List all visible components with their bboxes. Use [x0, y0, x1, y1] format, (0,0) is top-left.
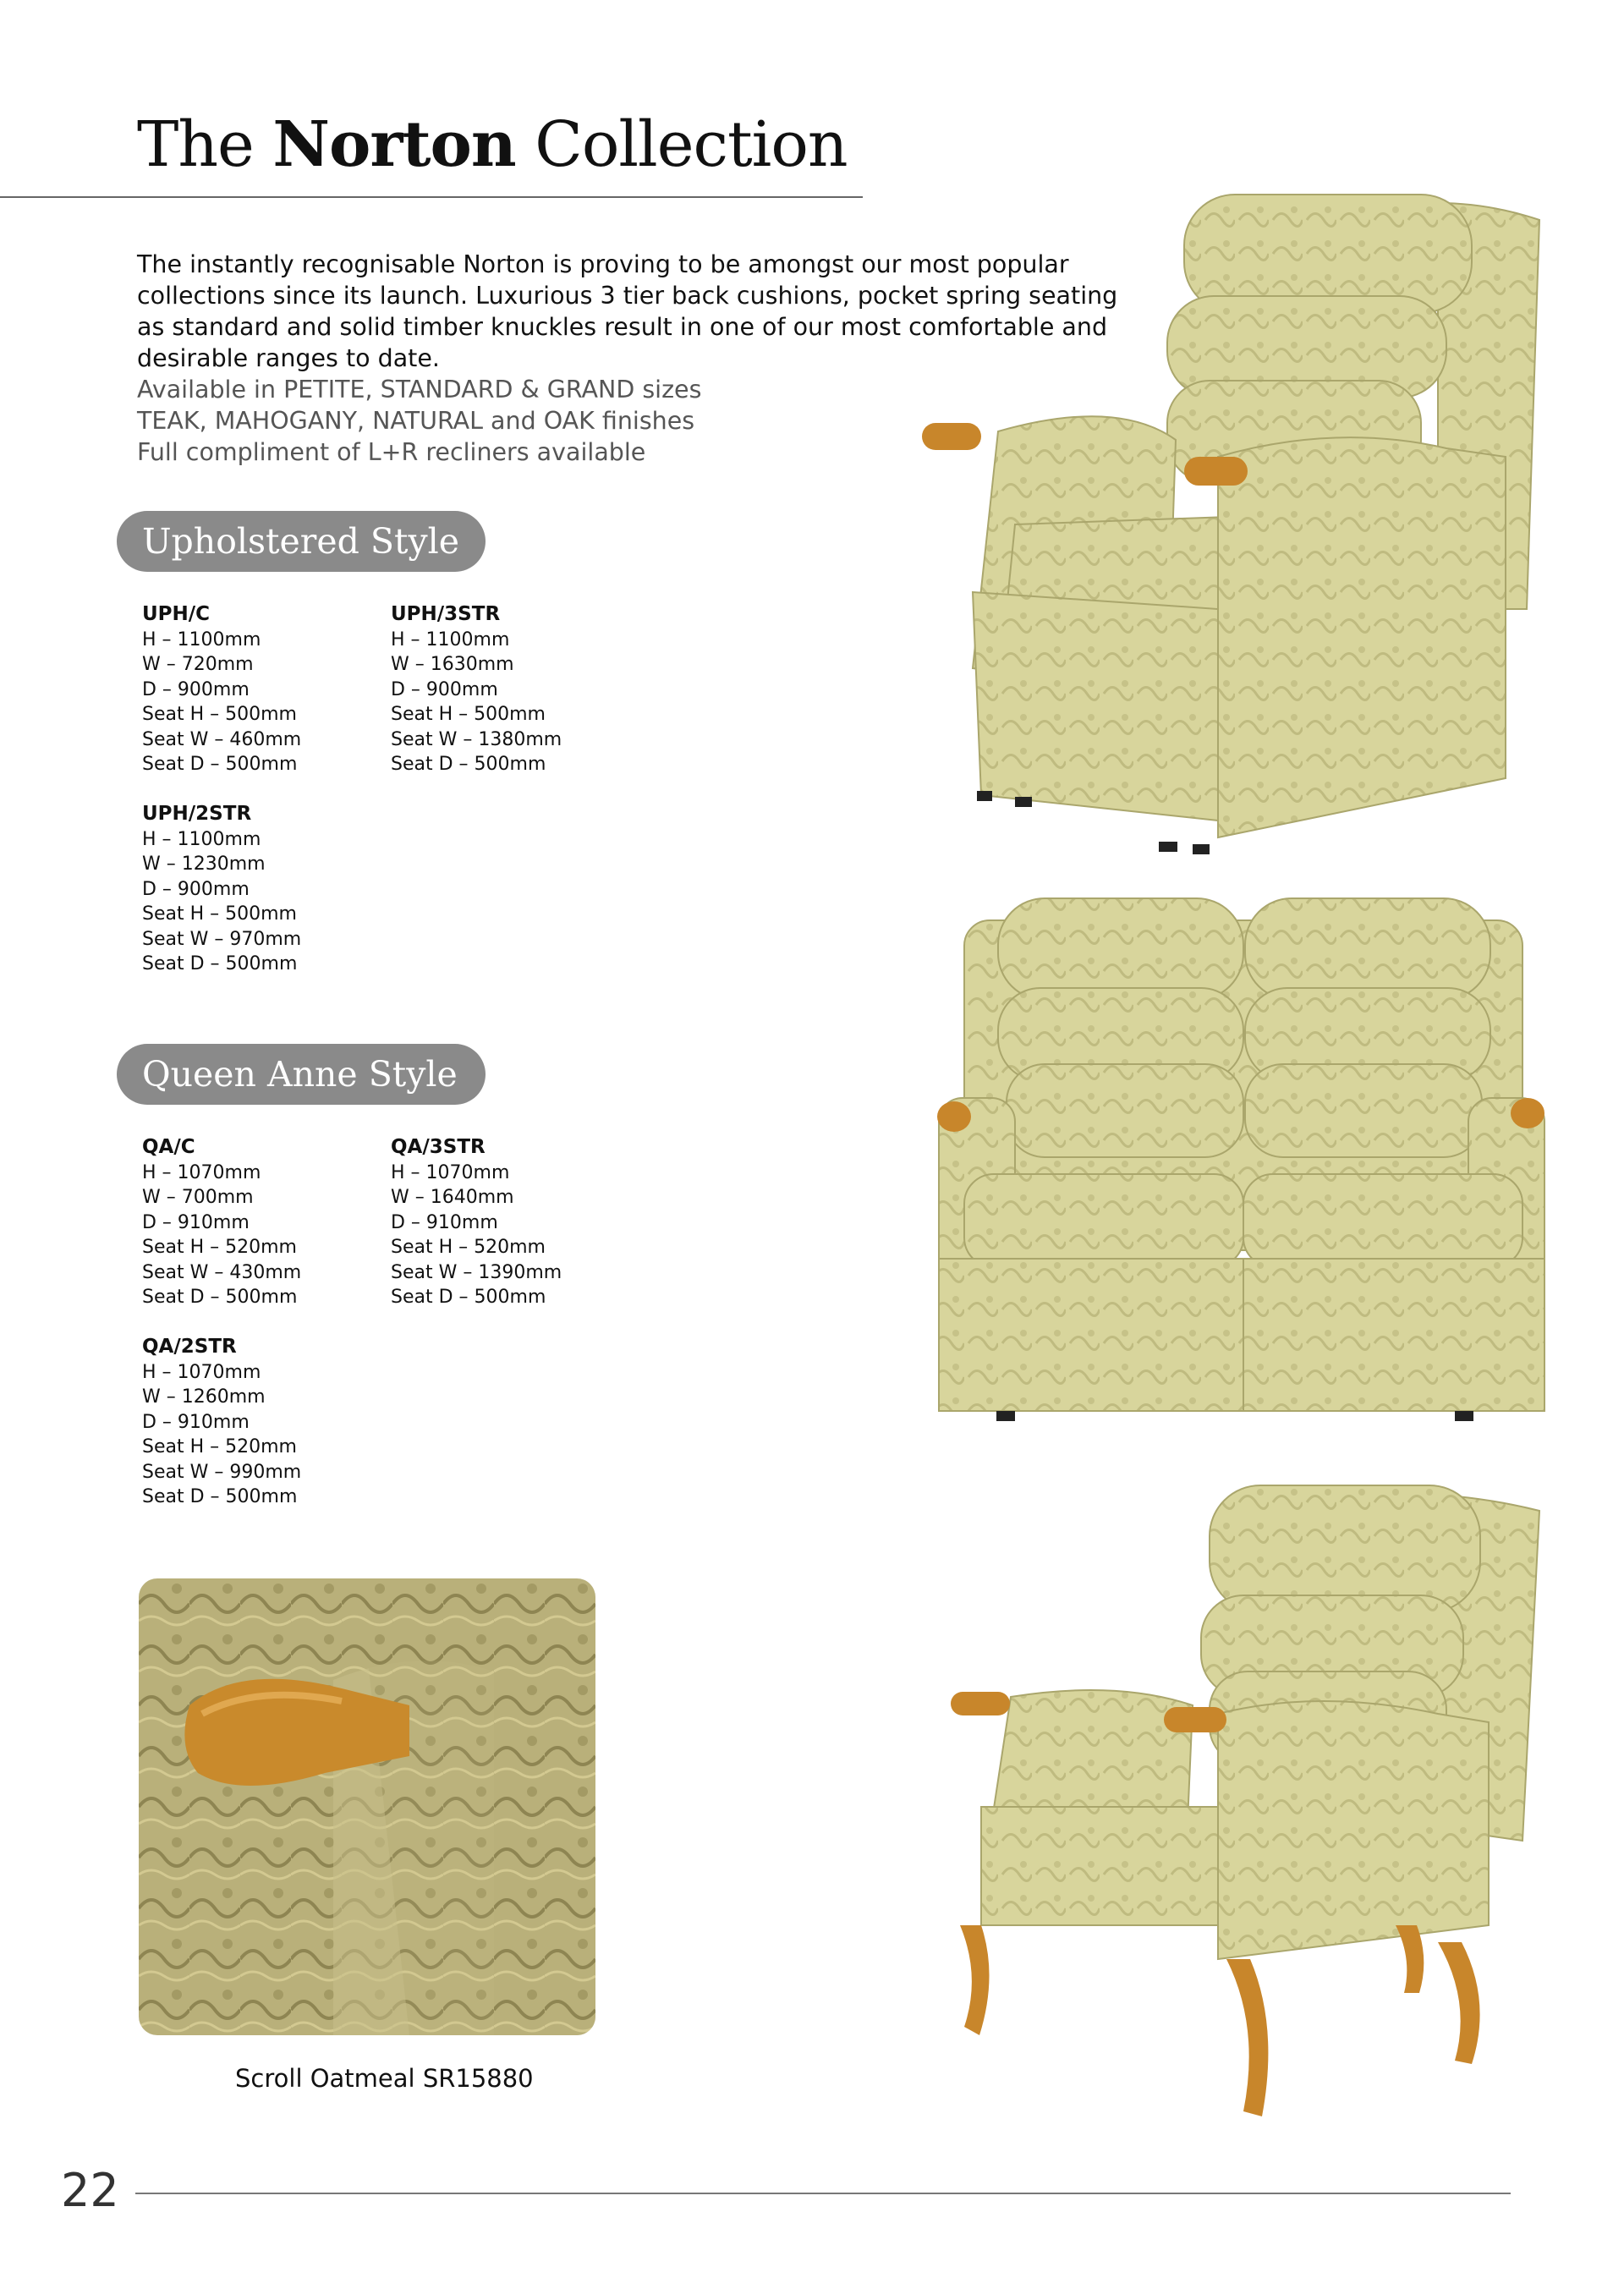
title-suffix: Collection [535, 108, 848, 181]
spec-line: Seat W – 430mm [142, 1261, 302, 1283]
spec-line: D – 910mm [142, 1411, 250, 1433]
spec-line: Seat D – 500mm [391, 1287, 546, 1308]
availability-line: TEAK, MAHOGANY, NATURAL and OAK finishes [137, 407, 695, 435]
queen-anne-chair-photo [930, 1452, 1556, 2145]
spec-line: H – 1100mm [142, 828, 261, 850]
model-code: QA/2STR [142, 1336, 237, 1358]
availability-line: Full compliment of L+R recliners available [137, 438, 646, 466]
page-title [137, 108, 848, 181]
availability-line: Available in PETITE, STANDARD & GRAND sizes [137, 376, 702, 403]
model-code: UPH/C [142, 603, 211, 625]
title-divider [0, 196, 863, 198]
spec-block-uph-3str [391, 602, 562, 777]
model-code: QA/3STR [391, 1136, 486, 1158]
spec-line: W – 1260mm [142, 1386, 266, 1408]
title-prefix: The [137, 108, 254, 181]
spec-line: Seat W – 990mm [142, 1461, 302, 1483]
spec-line: Seat W – 970mm [142, 928, 302, 950]
spec-line: Seat H – 520mm [391, 1237, 546, 1258]
spec-line: W – 700mm [142, 1187, 254, 1208]
upholstered-style-heading: Upholstered Style [117, 511, 486, 572]
upholstered-chair-photo [897, 169, 1556, 871]
spec-line: Seat H – 500mm [142, 903, 297, 925]
model-code: UPH/3STR [391, 603, 501, 625]
spec-line: D – 900mm [142, 878, 250, 900]
title-bold: Norton [272, 108, 516, 181]
model-code: UPH/2STR [142, 803, 252, 825]
spec-line: D – 910mm [391, 1211, 498, 1233]
spec-line: D – 900mm [391, 678, 498, 700]
spec-line: H – 1100mm [142, 629, 261, 650]
fabric-swatch [139, 1578, 595, 2035]
spec-line: W – 1230mm [142, 854, 266, 875]
spec-line: W – 1640mm [391, 1187, 514, 1208]
spec-line: D – 900mm [142, 678, 250, 700]
spec-line: Seat H – 520mm [142, 1237, 297, 1258]
queen-anne-style-heading: Queen Anne Style [117, 1044, 486, 1105]
spec-line: Seat W – 1380mm [391, 728, 562, 750]
spec-line: W – 1630mm [391, 654, 514, 675]
intro-paragraph: The instantly recognisable Norton is proving to be amongst our most popular collections since its launch. Luxurious 3 tier back cushions, pocket spring seating as standard and solid timber knuckles result in one of our most comfortable and desirable ranges to date. [137, 250, 1118, 372]
spec-line: H – 1100mm [391, 629, 510, 650]
fabric-caption: Scroll Oatmeal SR15880 [235, 2064, 534, 2093]
spec-block-qa-c [142, 1135, 301, 1310]
spec-line: Seat D – 500mm [142, 953, 298, 974]
model-code: QA/C [142, 1136, 195, 1158]
page-number: 22 [61, 2164, 119, 2217]
spec-block-qa-2str [142, 1335, 301, 1510]
footer-divider [135, 2193, 1511, 2194]
spec-line: Seat H – 500mm [391, 704, 546, 725]
queen-anne-sofa-photo [930, 886, 1556, 1428]
spec-block-uph-2str [142, 802, 301, 977]
spec-block-qa-3str [391, 1135, 562, 1310]
spec-line: Seat D – 500mm [142, 1287, 298, 1308]
spec-block-uph-c [142, 602, 301, 777]
spec-line: H – 1070mm [391, 1161, 510, 1183]
spec-line: W – 720mm [142, 654, 254, 675]
spec-line: H – 1070mm [142, 1361, 261, 1383]
spec-line: Seat H – 520mm [142, 1436, 297, 1457]
availability-list [137, 374, 898, 468]
spec-line: Seat D – 500mm [391, 754, 546, 775]
spec-line: Seat W – 460mm [142, 728, 302, 750]
spec-line: Seat W – 1390mm [391, 1261, 562, 1283]
spec-line: Seat H – 500mm [142, 704, 297, 725]
spec-line: D – 910mm [142, 1211, 250, 1233]
fabric-closeup-image [139, 1578, 595, 2035]
spec-line: Seat D – 500mm [142, 1486, 298, 1507]
spec-line: Seat D – 500mm [142, 754, 298, 775]
spec-line: H – 1070mm [142, 1161, 261, 1183]
